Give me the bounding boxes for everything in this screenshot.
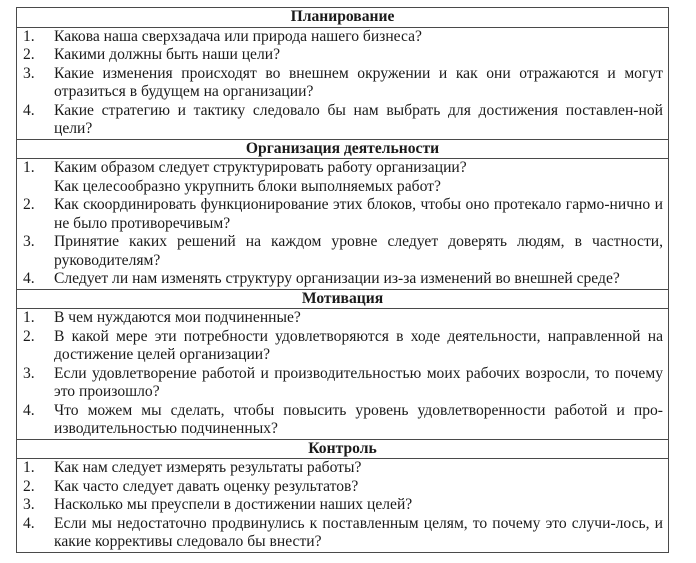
question-number: 3.: [23, 364, 35, 382]
question-item: [23, 65, 663, 102]
question-text: В какой мере эти потребности удовлетворяются в ходе деятельности, направленной на достижение целей организации?: [54, 327, 663, 363]
question-number: 2.: [23, 196, 35, 213]
question-number: 2.: [23, 327, 35, 345]
section-header-row: [17, 8, 669, 28]
question-number: 3.: [23, 496, 35, 513]
question-text: Какие изменения происходят во внешнем окружении и как они отражаются и могут отразиться в будущем на организации?: [54, 64, 663, 100]
section-title: Организация деятельности: [17, 139, 669, 159]
section-header-row: [17, 289, 669, 309]
question-item: [23, 270, 663, 289]
question-text: Какие стратегию и тактику следовало бы нам выбрать для достижения поставлен-ной цели?: [54, 101, 663, 137]
question-item: [23, 102, 663, 139]
question-number: 3.: [23, 233, 35, 250]
question-text: Как часто следует давать оценку результатов?: [54, 477, 359, 495]
question-item: [23, 196, 663, 233]
question-text: Следует ли нам изменять структуру организации из-за изменений во внешней среде?: [54, 270, 620, 287]
question-item: [23, 28, 663, 47]
question-item: [23, 515, 663, 552]
section-body-row: [17, 27, 669, 139]
section-body-row: [17, 309, 669, 440]
question-number: 4.: [23, 514, 35, 532]
question-item: [23, 402, 663, 439]
question-list: [17, 159, 668, 289]
management-functions-table: [16, 7, 669, 553]
question-text: Как нам следует измерять результаты работы?: [54, 459, 362, 476]
section-questions-cell: [17, 159, 669, 290]
question-number: 4.: [23, 270, 35, 287]
question-item: [23, 496, 663, 515]
question-number: 1.: [23, 27, 35, 45]
question-number: 2.: [23, 477, 35, 495]
section-header-row: [17, 439, 669, 459]
question-item: [23, 459, 663, 478]
question-text: Принятие каких решений на каждом уровне следует доверять людям, в частности, руководителям?: [54, 233, 663, 269]
question-item: [23, 478, 663, 497]
question-text: Каким образом следует структурировать работу организации?: [54, 159, 467, 176]
question-number: 1.: [23, 309, 35, 326]
question-item: [23, 365, 663, 402]
question-list: [17, 309, 668, 439]
question-text: Как скоординировать функционирование этих блоков, чтобы оно протекало гармо-нично и не было противоречивым?: [54, 196, 663, 232]
question-text: Какова наша сверхзадача или природа нашего бизнеса?: [54, 27, 422, 45]
question-text: Что можем мы сделать, чтобы повысить уровень удовлетворенности работой и про-изводительностью подчиненных?: [54, 401, 663, 437]
question-text: Насколько мы преуспели в достижении наших целей?: [54, 496, 413, 513]
question-number: 4.: [23, 401, 35, 419]
question-item: [23, 309, 663, 328]
question-list: [17, 28, 668, 139]
question-list: [17, 459, 668, 552]
section-questions-cell: [17, 27, 669, 139]
section-title: Контроль: [17, 439, 669, 459]
section-body-row: [17, 159, 669, 290]
section-title: Планирование: [17, 8, 669, 28]
table-body: [17, 8, 669, 553]
section-title: Мотивация: [17, 289, 669, 309]
question-number: 1.: [23, 159, 35, 176]
section-questions-cell: [17, 459, 669, 553]
section-body-row: [17, 459, 669, 553]
question-item: [23, 328, 663, 365]
section-header-row: [17, 139, 669, 159]
question-number: 1.: [23, 459, 35, 476]
question-item: [23, 233, 663, 270]
section-questions-cell: [17, 309, 669, 440]
question-text: В чем нуждаются мои подчиненные?: [54, 309, 301, 326]
question-item: [23, 46, 663, 65]
question-number: 4.: [23, 101, 35, 119]
question-number: 3.: [23, 64, 35, 82]
question-text: Как целесообразно укрупнить блоки выполняемых работ?: [54, 177, 441, 195]
question-text: Если мы недостаточно продвинулись к поставленным целям, то почему это случи-лось, и какие коррективы следовало бы внести?: [54, 514, 663, 550]
question-number: 2.: [23, 46, 35, 63]
question-text: Какими должны быть наши цели?: [54, 46, 281, 63]
question-item: [23, 159, 663, 196]
question-text: Если удовлетворение работой и производительностью моих рабочих возросли, то почему это произошло?: [54, 364, 663, 400]
